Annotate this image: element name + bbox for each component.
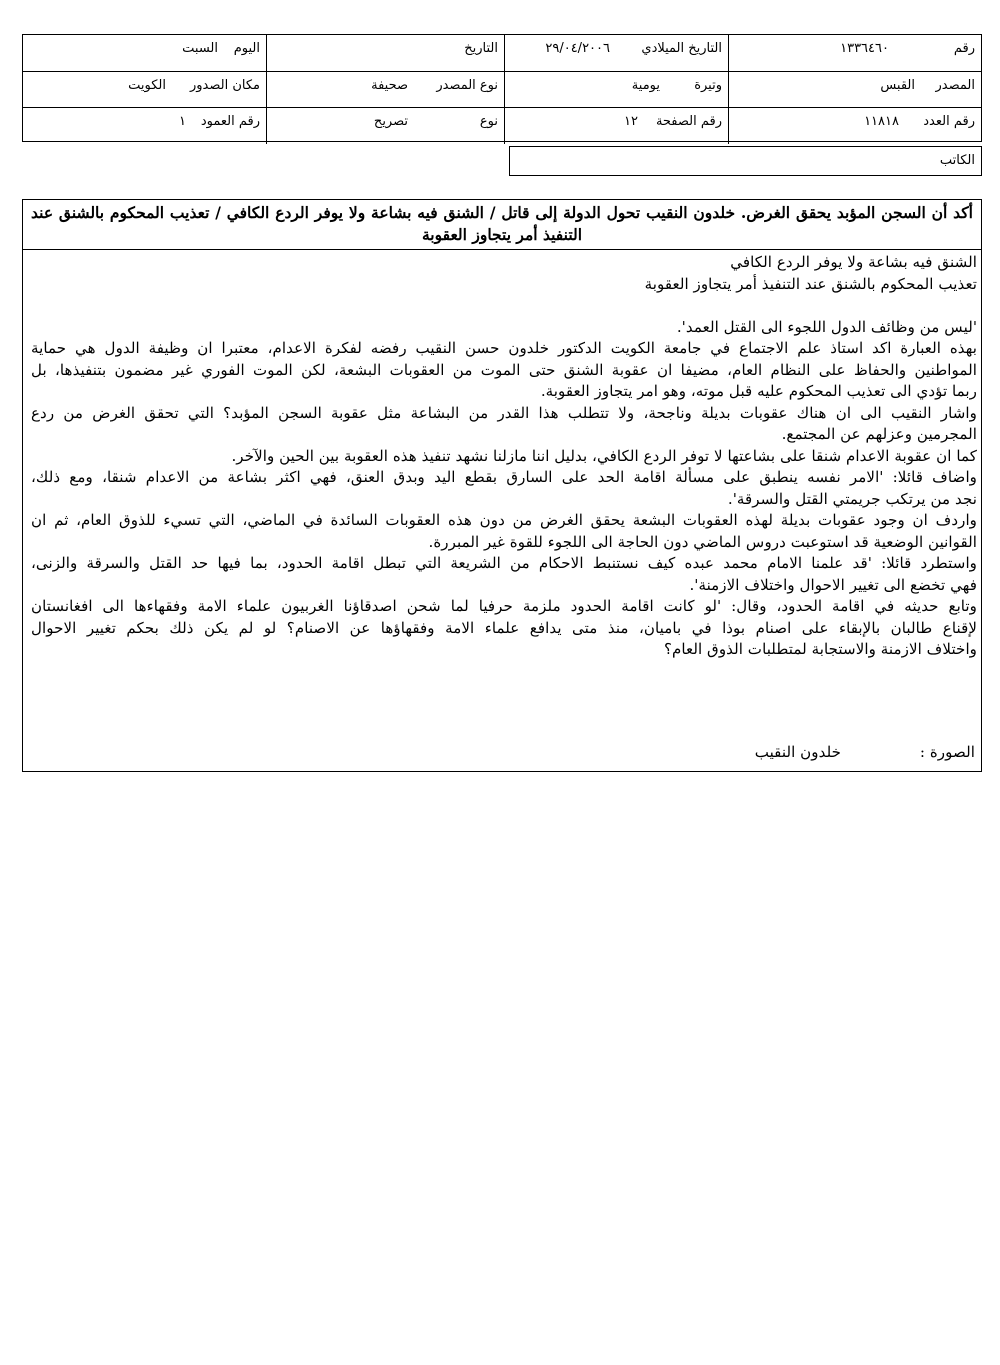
photo-label: الصورة : [919,743,975,761]
article-line: واستطرد قائلا: 'قد علمنا الامام محمد عبده كيف نستنبط الاحكام من الشريعة التي تبطل اقامة الحدود، بما فيها حد القتل والسرقة والزنى، [31,554,977,572]
issue-label: رقم العدد [923,114,975,129]
article-line: وتابع حديثه في اقامة الحدود، وقال: 'لو كانت اقامة الحدود ملزمة حرفيا لما شحن اصدقاؤنا الغربيون علماء الامة وفقهاءها الى افغانستان [31,597,977,615]
article-line: المواطنين والحفاظ على النظام العام، مضيفا ان عقوبة الشنق حتى الموت من العقوبات البشعة، لكن الموت الفوري غير مضمون بتنفيذها، بل [31,360,977,379]
article-line: نجد من يرتكب جريمتي القتل والسرقة'. [727,489,977,508]
cell-source-type [267,72,505,108]
article-headline: أكد أن السجن المؤبد يحقق الغرض. خلدون النقيب تحول الدولة إلى قاتل / الشنق فيه بشاعة ولا يوفر الردع الكافي / تعذيب المحكوم بالشنق عند التنفيذ أمر يتجاوز العقوبة [23,200,981,250]
article-body [23,252,981,661]
cell-source [729,72,981,108]
place-value: الكويت [128,78,166,93]
article-line: واردف ان وجود عقوبات بديلة لهذه العقوبات البشعة يحقق الغرض من دون هذه العقوبات السائدة في الماضي، التي تسيء للذوق العام، ثم ان [31,511,977,529]
cell-frequency [505,72,729,108]
article-line: الشنق فيه بشاعة ولا يوفر الردع الكافي [730,253,977,271]
cell-column [21,108,267,144]
page-label: رقم الصفحة [655,114,722,129]
day-label: اليوم [233,41,260,56]
cell-day [21,35,267,71]
gregorian-date-label: التاريخ الميلادي [641,41,722,56]
source-label: المصدر [935,78,975,93]
article-box [22,199,982,772]
cell-place [21,72,267,108]
article-line: تعذيب المحكوم بالشنق عند التنفيذ أمر يتجاوز العقوبة [644,274,977,293]
frequency-value: يومية [631,78,660,93]
column-label: رقم العمود [200,114,260,129]
article-line: المجرمين وعزلهم عن المجتمع. [781,425,977,443]
writer-box [509,146,982,176]
column-value: ١ [179,114,186,129]
metadata-row-1 [23,35,981,71]
article-line: ربما تؤدي الى تعذيب المحكوم عليه قبل موته، وهو امر يتجاوز العقوبة. [540,382,977,400]
photo-value: خلدون النقيب [754,743,841,761]
date-label: التاريخ [464,41,498,56]
cell-number [729,35,981,71]
cell-page [505,108,729,144]
metadata-row-2 [23,71,981,108]
cell-date [267,35,505,71]
article-line: كما ان عقوبة الاعدام شنقا على بشاعتها لا توفر الردع الكافي، بدليل اننا مازلنا نشهد تنفيذ هذه العقوبة بين الحين والآخر. [231,446,977,465]
paragraph-gap [31,295,977,317]
type-label: نوع [479,114,498,129]
source-type-value: صحيفة [371,78,408,93]
source-value: القبس [880,78,915,93]
type-value: تصريح [373,114,408,129]
article-line: 'ليس من وظائف الدول اللجوء الى القتل العمد'. [676,317,977,336]
number-value: ١٣٣٦٤٦٠ [840,41,889,56]
source-type-label: نوع المصدر [436,78,498,93]
article-line: فهي تخضع الى تغيير الاحوال واختلاف الازمنة'. [689,575,977,594]
article-line: واشار النقيب الى ان هناك عقوبات بديلة وناجحة، ولا تتطلب هذا القدر من البشاعة مثل عقوبة السجن المؤبد؟ التي تحقق الغرض من ردع [31,403,977,422]
issue-value: ١١٨١٨ [864,114,899,129]
cell-issue [729,108,981,144]
frequency-label: وتيرة [694,78,722,93]
place-label: مكان الصدور [189,78,260,93]
article-line: واضاف قائلا: 'الامر نفسه ينطبق على مسألة اقامة الحد على السارق بقطع اليد وبدق العنق، فهي اكثر بشاعة من الاعدام شنقا، ومع ذلك، [31,468,977,486]
writer-label: الكاتب [939,153,975,168]
article-line: القوانين الوضعية قد استوعبت دروس الماضي دون الحاجة الى اللجوء للقوة غير المبررة. [428,532,977,551]
number-label: رقم [953,41,975,56]
article-line: بهذه العبارة اكد استاذ علم الاجتماع في جامعة الكويت الدكتور خلدون حسن النقيب رفضه لفكرة الاعدام، معتبرا ان وظيفة الدول هي حماية [31,339,977,357]
page-value: ١٢ [624,114,638,129]
article-line: واختلاف الازمنة والاستجابة لمتطلبات الذوق العام؟ [663,640,977,658]
cell-gregorian-date [505,35,729,71]
article-line: لإقناع طالبان بالإبقاء على اصنام بوذا في باميان، منذ متى يدافع علماء الامة وفقهاؤها عن الاصنام؟ لو لم يكن ذلك بحكم تغيير الاحوال [31,618,977,637]
gregorian-date-value: ٢٩/٠٤/٢٠٠٦ [545,41,610,56]
cell-type [267,108,505,144]
metadata-table [22,34,982,142]
photo-caption [23,743,981,765]
metadata-row-3 [23,107,981,144]
day-value: السبت [182,41,218,56]
